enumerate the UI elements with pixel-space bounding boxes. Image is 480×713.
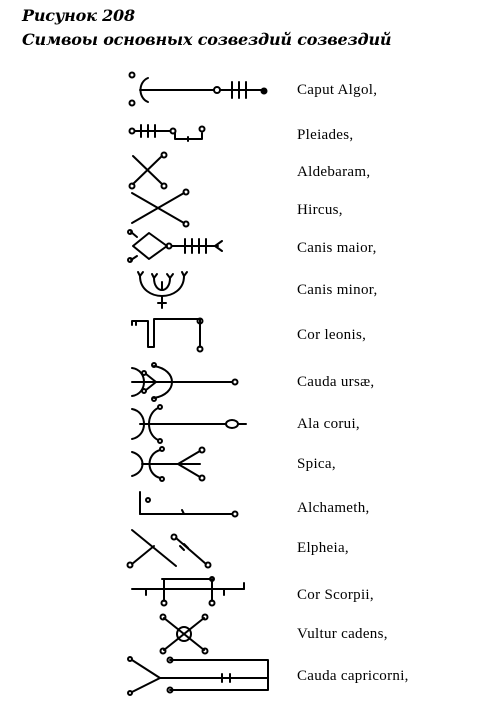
symbol-row <box>0 656 480 696</box>
symbol-row <box>0 614 480 654</box>
canis-maior-sigil-icon <box>118 228 278 268</box>
constellation-label: Aldebaram, <box>297 164 371 180</box>
symbol-row <box>0 444 480 484</box>
vultur-cadens-sigil-icon <box>118 614 278 654</box>
symbol-row <box>0 528 480 568</box>
cauda-ursae-sigil-icon <box>118 362 278 402</box>
spica-sigil-icon <box>118 444 278 484</box>
symbol-row <box>0 575 480 615</box>
cor-leonis-sigil-icon <box>118 315 278 355</box>
constellation-label: Hircus, <box>297 202 343 218</box>
constellation-label: Cor leonis, <box>297 327 367 343</box>
figure-title: Симвоы основных созвездий созвездий <box>22 30 392 49</box>
constellation-label: Spica, <box>297 456 336 472</box>
alchameth-sigil-icon <box>118 488 278 528</box>
constellation-label: Cauda ursæ, <box>297 374 375 390</box>
symbol-row <box>0 152 480 192</box>
elpheia-sigil-icon <box>118 528 278 568</box>
symbol-row <box>0 270 480 310</box>
cor-scorpii-sigil-icon <box>118 575 278 615</box>
pleiades-sigil-icon <box>118 115 278 155</box>
symbol-row <box>0 404 480 444</box>
constellation-label: Pleiades, <box>297 127 354 143</box>
aldebaram-sigil-icon <box>118 152 278 192</box>
figure-number: Рисунок 208 <box>22 6 135 25</box>
constellation-label: Canis maior, <box>297 240 377 256</box>
constellation-label: Ala corui, <box>297 416 360 432</box>
constellation-label: Cor Scorpii, <box>297 587 374 603</box>
cauda-capricorni-sigil-icon <box>118 656 278 696</box>
constellation-label: Canis minor, <box>297 282 378 298</box>
constellation-label: Caput Algol, <box>297 82 378 98</box>
symbol-row <box>0 315 480 355</box>
ala-corui-sigil-icon <box>118 404 278 444</box>
canis-minor-sigil-icon <box>118 270 278 310</box>
caput-algol-sigil-icon <box>118 70 278 110</box>
constellation-label: Vultur cadens, <box>297 626 388 642</box>
symbol-row <box>0 70 480 110</box>
symbol-row <box>0 115 480 155</box>
hircus-sigil-icon <box>118 190 278 230</box>
constellation-label: Cauda capricorni, <box>297 668 409 684</box>
symbol-row <box>0 228 480 268</box>
symbol-row <box>0 362 480 402</box>
constellation-label: Elpheia, <box>297 540 349 556</box>
symbol-row <box>0 488 480 528</box>
constellation-label: Alchameth, <box>297 500 370 516</box>
symbol-row <box>0 190 480 230</box>
